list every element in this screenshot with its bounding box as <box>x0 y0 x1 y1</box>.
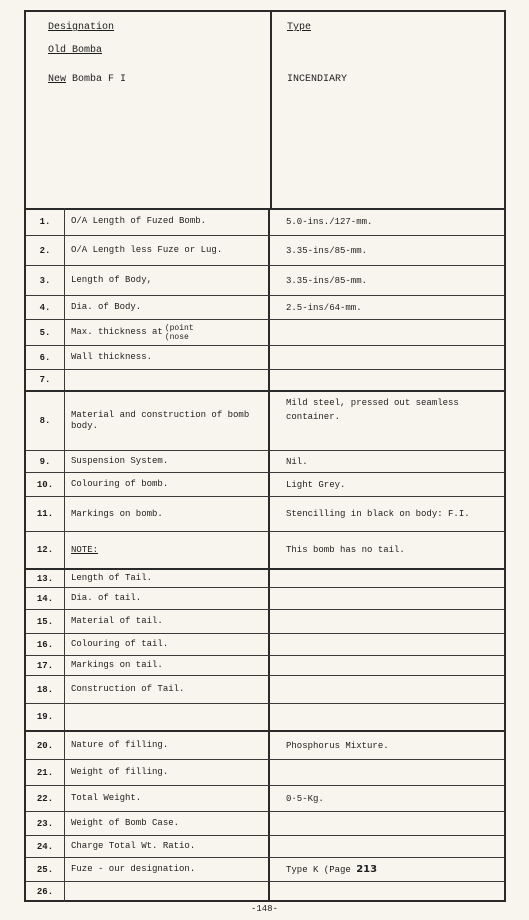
row-number: 13. <box>26 570 65 587</box>
row-number: 16. <box>26 634 65 655</box>
sheet-header <box>26 12 504 210</box>
row-value: 5.0-ins./127-mm. <box>286 216 373 227</box>
table-row <box>26 392 504 451</box>
row-label: O/A Length of Fuzed Bomb. <box>64 208 270 235</box>
table-row <box>26 451 504 473</box>
row-value <box>272 858 504 881</box>
nose-text: (nose <box>164 332 189 342</box>
row-label: Length of Tail. <box>64 570 270 587</box>
table-row <box>26 760 504 786</box>
type-label: Type <box>287 22 312 33</box>
table-row <box>26 812 504 836</box>
row-label <box>64 882 270 902</box>
row-number: 18. <box>26 676 65 703</box>
row-number: 6. <box>26 346 65 369</box>
row-value <box>272 760 504 785</box>
row-label: Weight of Bomb Case. <box>64 812 270 835</box>
table-row <box>26 858 504 882</box>
row-number: 23. <box>26 812 65 835</box>
table-row <box>26 836 504 858</box>
table-row <box>26 370 504 392</box>
point-nose-bracket <box>165 324 194 342</box>
data-rows <box>26 208 504 902</box>
row-number: 5. <box>26 320 65 345</box>
row-label-text: Max. thickness at <box>71 327 163 337</box>
row-value <box>272 346 504 369</box>
row-number: 2. <box>26 236 65 265</box>
table-row <box>26 296 504 320</box>
type-value: INCENDIARY <box>287 74 348 85</box>
row-number: 10. <box>26 473 65 496</box>
row-number: 9. <box>26 451 65 472</box>
row-value <box>272 676 504 703</box>
row-number: 14. <box>26 588 65 609</box>
row-value: 3.35-ins/85-mm. <box>286 275 368 286</box>
row-number: 24. <box>26 836 65 857</box>
row-label <box>64 532 270 568</box>
row-number: 1. <box>26 208 65 235</box>
row-label: Construction of Tail. <box>64 676 270 703</box>
row-value: 3.35-ins/85-mm. <box>286 245 368 256</box>
row-label: Markings on tail. <box>64 656 270 675</box>
row-number: 11. <box>26 497 65 531</box>
row-number: 21. <box>26 760 65 785</box>
row-value: Nil. <box>286 456 308 467</box>
row-label: Colouring of bomb. <box>64 473 270 496</box>
row-label: Fuze - our designation. <box>64 858 270 881</box>
row-number: 19. <box>26 704 65 730</box>
new-label: New <box>48 74 67 85</box>
point-text: (point <box>164 323 194 333</box>
header-divider <box>270 12 272 208</box>
row-label: Dia. of Body. <box>64 296 270 319</box>
row-label: Material of tail. <box>64 610 270 633</box>
row-number: 7. <box>26 370 65 390</box>
row-label: Markings on bomb. <box>64 497 270 531</box>
row-number: 25. <box>26 858 65 881</box>
row-label: Material and construction of bomb body. <box>64 392 270 450</box>
row-number: 4. <box>26 296 65 319</box>
row-value <box>272 610 504 633</box>
row-value <box>272 320 504 345</box>
table-row <box>26 656 504 676</box>
table-row <box>26 473 504 497</box>
row-value: Mild steel, pressed out seamless container. <box>286 398 459 422</box>
note-label: NOTE: <box>71 544 99 555</box>
row-value: 0·5-Kg. <box>286 793 324 804</box>
row-label: Dia. of tail. <box>64 588 270 609</box>
designation-label: Designation <box>48 22 115 33</box>
row-number: 12. <box>26 532 65 568</box>
row-value <box>272 882 504 902</box>
row-label <box>64 320 270 345</box>
table-row <box>26 786 504 812</box>
row-value: This bomb has no tail. <box>286 545 405 555</box>
table-row <box>26 497 504 532</box>
row-value <box>272 656 504 675</box>
old-designation: Old Bomba <box>48 45 103 56</box>
table-row <box>26 346 504 370</box>
row-label: Length of Body, <box>64 266 270 295</box>
row-value: Stencilling in black on body: F.I. <box>286 509 470 519</box>
table-row <box>26 634 504 656</box>
row-value: Phosphorus Mixture. <box>286 740 389 751</box>
table-row <box>26 320 504 346</box>
table-row <box>26 588 504 610</box>
table-row <box>26 266 504 296</box>
page-ref-handwritten: 213 <box>356 863 378 875</box>
row-label: Nature of filling. <box>64 732 270 759</box>
row-number: 17. <box>26 656 65 675</box>
table-row <box>26 732 504 760</box>
table-row <box>26 570 504 588</box>
table-row <box>26 236 504 266</box>
table-row <box>26 610 504 634</box>
row-value <box>272 812 504 835</box>
row-label: O/A Length less Fuze or Lug. <box>64 236 270 265</box>
row-number: 22. <box>26 786 65 811</box>
row-value <box>272 836 504 857</box>
fuze-type-text: Type K (Page <box>286 864 351 875</box>
row-label: Weight of filling. <box>64 760 270 785</box>
row-value <box>272 588 504 609</box>
row-label: Total Weight. <box>64 786 270 811</box>
row-number: 15. <box>26 610 65 633</box>
table-row <box>26 208 504 236</box>
row-number: 26. <box>26 882 65 902</box>
table-row <box>26 882 504 902</box>
row-value <box>272 704 504 730</box>
row-label: Wall thickness. <box>64 346 270 369</box>
row-value <box>272 570 504 587</box>
new-value: Bomba F I <box>72 74 127 85</box>
row-value: 2.5-ins/64-mm. <box>286 302 362 313</box>
row-label: Colouring of tail. <box>64 634 270 655</box>
row-value <box>272 370 504 390</box>
table-row <box>26 704 504 732</box>
table-row <box>26 532 504 570</box>
row-label: Charge Total Wt. Ratio. <box>64 836 270 857</box>
row-value: Light Grey. <box>286 479 346 490</box>
row-value <box>272 634 504 655</box>
row-label: Suspension System. <box>64 451 270 472</box>
bomb-data-sheet <box>24 10 506 902</box>
row-number: 20. <box>26 732 65 759</box>
new-designation <box>48 74 126 85</box>
row-label <box>64 704 270 730</box>
row-label <box>64 370 270 390</box>
page-number: -148- <box>250 904 278 914</box>
table-row <box>26 676 504 704</box>
row-number: 8. <box>26 392 65 450</box>
row-number: 3. <box>26 266 65 295</box>
